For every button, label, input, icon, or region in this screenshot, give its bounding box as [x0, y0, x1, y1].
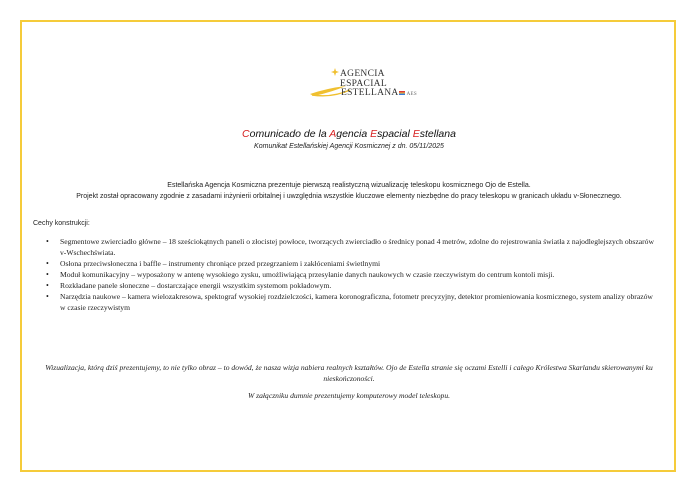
flag-icon: [399, 91, 405, 95]
title-letter-e: E: [370, 128, 378, 140]
features-heading: Cechy konstrukcji:: [33, 220, 90, 227]
title-part-3: spacial: [377, 128, 413, 140]
agency-logo-wordmark: [340, 70, 417, 100]
title-letter-e2: E: [412, 128, 420, 140]
title-part-1: omunicado de la: [249, 128, 330, 140]
closing-paragraph: Wizualizacja, którą dziś prezentujemy, to nie tylko obraz – to dowód, że nasza wizja nabiera realnych kształtów. Ojo de Estella stranie się oczami Estelli i całego Królestwa Skarlandu skierowanymi ku nieskończoności.: [45, 363, 653, 383]
list-item: • Rozkładane panele słoneczne – dostarczające energii wszystkim systemom pokładowym.: [60, 280, 658, 291]
intro-line-2: Projekt został opracowany zgodnie z zasadami inżynierii orbitalnej i uwzględnia wszystkie kluczowe elementy niezbędne do pracy teleskopu w granicach układu v-Słonecznego.: [76, 193, 622, 200]
logo-line-2: ESPACIAL: [340, 78, 387, 89]
title-part-2: gencia: [336, 128, 371, 140]
list-item: • Osłona przeciwsłoneczna i baffle – instrumenty chroniące przed przegrzaniem i zakłóceniami świetlnymi: [60, 258, 658, 269]
title-part-4: stellana: [419, 128, 456, 140]
list-item: • Moduł komunikacyjny – wyposażony w antenę wysokiego zysku, umożliwiającą przesyłanie danych naukowych w czasie rzeczywistym do centrum kontoli misji.: [60, 269, 658, 280]
intro-paragraph: [42, 180, 656, 202]
logo-line-1: AGENCIA: [340, 69, 385, 79]
title-letter-c: C: [242, 128, 250, 140]
page-title: [0, 128, 698, 140]
title-letter-a: A: [329, 128, 337, 140]
list-item: • Narzędzia naukowe – kamera wielozakresowa, spektograf wysokiej rozdzielczości, kamera koronograficzna, fotometr precyzyjny, detektor promieniowania kosmicznego, system analizy obrazów w czasie rzeczywistym: [60, 291, 658, 313]
closing-attachment-note: W załączniku dumnie prezentujemy komputerowy model teleskopu.: [247, 391, 451, 400]
logo-tag: AES: [406, 92, 417, 97]
logo-line-3-text: ESTELLANA: [341, 88, 399, 98]
list-item: • Segmentowe zwierciadło główne – 18 sześciokątnych paneli o złocistej powłoce, tworzących zwierciadło o średnicy ponad 4 metrów, zdolne do rejestrowania światła z najodleglejszych obszarów v-Wschechświata.: [60, 236, 658, 258]
intro-line-1: Estellańska Agencja Kosmiczna prezentuje pierwszą realistyczną wizualizację teleskopu kosmicznego Ojo de Estella.: [167, 182, 531, 189]
features-list: [60, 236, 658, 313]
page-subtitle: Komunikat Estellańskiej Agencji Kosmicznej z dn. 05/11/2025: [254, 143, 444, 150]
logo-line-3: [340, 89, 417, 100]
